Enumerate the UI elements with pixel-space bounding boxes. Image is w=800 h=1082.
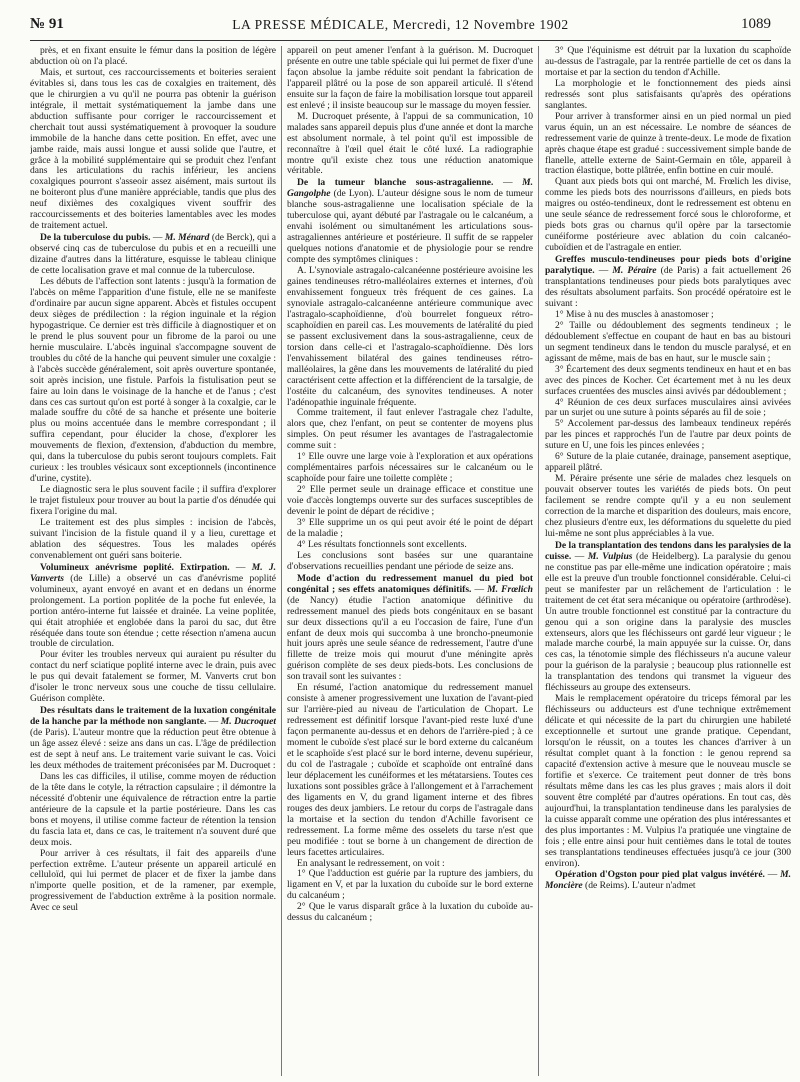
section-paragraph: De la tuberculose du pubis. — M. Ménard (de Berck), qui a observé cinq cas de tuberculose du pubis et en a recueilli une dizaine d'autres dans la littérature, esquisse le tableau clinique de cette localisation grave et mal connue de la tuberculose. <box>30 232 276 277</box>
paragraph-text: 4° Réunion de ces deux surfaces musculaires ainsi avivées par un surjet ou une suture à points séparés au fil de soie ; <box>545 396 791 419</box>
author-name: M. Ducroquet <box>220 716 276 728</box>
paragraph-text: En résumé, l'action anatomique du redressement manuel consiste à amener progressivement une luxation de l'avant-pied sur l'arrière-pied au niveau de l'articulation de Chopart. Le redressement est définitif lorsque l'avant-pied reste luxé d'une façon permanente au-dessus et en dehors de l'arrière-pied ; à ce moment le cuboïde s'est placé sur le bord externe du calcanéum et le scaphoïde s'est placé sur le bord interne, devenu supérieur, du col de l'astragale ; cuboïde et scaphoïde ont entraîné dans leur déplacement les cunéiformes et les métatarsiens. Toutes ces luxations sont possibles grâce à l'allongement et à l'arrachement des ligaments en V, du grand ligament interne et des fibres rouges des deux jambiers. Le retour du corps de l'astragale dans la mortaise et la section du tendon d'Achille favorisent ce redressement. La forme même des osselets du tarse n'est que peu modifiée : tout se borne à un changement de direction de leurs facettes articulaires. <box>287 682 533 858</box>
paragraph <box>287 112 533 178</box>
paragraph <box>287 683 533 858</box>
paragraph-text: 1° Elle ouvre une large voie à l'exploration et aux opérations complémentaires parfois nécessaires sur le calcanéum ou le scaphoïde pour faire une toilette complète ; <box>287 451 533 485</box>
section-heading: Mode d'action du redressement manuel du pied bot congénital ; ses effets anatomiques définitifs. <box>287 572 533 595</box>
paragraph-text: (de Paris) a fait actuellement 26 transplantations tendineuses pour pieds bots paralytiques avec des résultats absolument parfaits. Son procédé opératoire est le suivant : <box>545 265 791 309</box>
paragraph <box>545 419 791 452</box>
column-divider <box>281 46 282 1076</box>
paragraph-text: M. Ducroquet présente, à l'appui de sa communication, 10 malades sans appareil depuis plus d'une année et dont la marche est absolument normale, à tel point qu'il est impossible de reconnaître à l'œil quel était le côté luxé. La radiographie montre qu'il existe chez tous une réduction anatomique véritable. <box>287 110 533 177</box>
section-heading: Des résultats dans le traitement de la luxation congénitale de la hanche par la méthode non sanglante. <box>30 705 276 728</box>
paragraph <box>545 79 791 112</box>
author-name: M. Moncière <box>545 869 791 892</box>
paragraph-text: (de Nancy) étudie l'action anatomique définitive du redressement manuel des pieds bots congénitaux en se basant sur deux dissections qu'il a eu l'occasion de faire, l'une d'un enfant de deux mois qui succomba à une broncho-pneumonie huit jours après une seule séance de redressement, l'autre d'une fillette de treize mois qui mourut d'une méningite après guérison complète de ses deux pieds-bots. Les conclusions de son travail sont les suivantes : <box>287 594 533 683</box>
author-name: M. Ménard <box>164 232 210 244</box>
paragraph <box>545 452 791 474</box>
paragraph-text: (de Heidelberg). La paralysie du genou ne constitue pas par elle-même une indication opératoire ; mais elle est la preuve d'un trouble fonctionnel considérable. Celui-ci peut se manifester par un relâchement de l'articulation : le traitement de cet état sera mécanique ou opératoire (arthrodèse). Un autre trouble fonctionnel est constitué par la contracture du genou qui a son origine dans la paralysie des muscles extenseurs, alors que les fléchisseurs ont gardé leur vigueur ; le malade marche courbé, la main appuyée sur la cuisse. Or, dans ces cas, la ténotomie simple des fléchisseurs n'a aucune valeur pour la guérison de la paralysie ; beaucoup plus rationnelle est la transplantation des tendons qui transmet la vigueur des fléchisseurs au groupe des extenseurs. <box>545 550 791 694</box>
paragraph-text: appareil on peut amener l'enfant à la guérison. M. Ducroquet présente en outre une table spéciale qui lui permet de fixer d'une façon absolue la jambe réduite soit pendant la fabrication de l'appareil plâtré ou la pose de son appareil articulé. Il s'étend ensuite sur la façon de faire la mobilisation lorsque tout appareil est enlevé ; il insiste beaucoup sur le massage du moyen fessier. <box>287 46 533 111</box>
paragraph-text: (de Berck), qui a observé cinq cas de tuberculose du pubis et en a recueilli une dizaine d'autres dans la littérature, esquisse le tableau clinique de cette localisation grave et mal connue de la tuberculose. <box>30 232 276 277</box>
section-heading: Opération d'Ogston pour pied plat valgus invétéré. <box>555 869 765 881</box>
column-1 <box>30 46 276 1076</box>
section-paragraph: Opération d'Ogston pour pied plat valgus invétéré. — M. Moncière (de Reims). L'auteur n'admet <box>545 869 791 892</box>
paragraph <box>545 177 791 254</box>
paragraph-text: 3° Elle supprime un os qui peut avoir été le point de départ de la maladie ; <box>287 516 533 539</box>
paragraph-text: 1° Mise à nu des muscles à anastomoser ; <box>555 308 714 320</box>
section-paragraph: Mode d'action du redressement manuel du pied bot congénital ; ses effets anatomiques définitifs. — M. Frœlich (de Nancy) étudie l'action anatomique définitive du redressement manuel des pieds bots congénitaux en se basant sur deux dissections qu'il a eu l'occasion de faire, l'une d'un enfant de deux mois qui succomba à une broncho-pneumonie huit jours après une seule séance de redressement, l'autre d'une fillette de treize mois qui mourut d'une méningite après guérison complète de ses deux pieds-bots. Les conclusions de son travail sont les suivantes : <box>287 572 533 683</box>
paragraph <box>545 398 791 420</box>
journal-title: LA PRESSE MÉDICALE, Mercredi, 12 Novembre 1902 <box>232 17 569 32</box>
paragraph <box>30 849 276 915</box>
paragraph <box>30 518 276 562</box>
issue-number: № 91 <box>30 16 64 32</box>
paragraph <box>287 266 533 408</box>
paragraph-text: A. L'synoviale astragalo-calcanéenne postérieure avoisine les gaines tendineuses rétro-malléolaires externes et internes, d'où envahissement fongueux très fréquent de ces gaines. La synoviale astragalo-calcanéenne antérieure communique avec l'astragalo-scaphoïdienne, d'où bourrelet fongueux rétro-scaphoïdien en pareil cas. Les mouvements de latéralité du pied se passent exclusivement dans la sous-astragalienne, ceux de torsion dans celle-ci et l'astragalo-scaphoïdienne. Dès lors l'envahissement bilatéral des gaines tendineuses rétro-malléolaires, la gêne dans les mouvements de latéralité du pied caractérisent cette affection et la différencient de la tarsalgie, de l'ostéite du calcanéum, des synovites tendineuses. A noter l'adénopathie inguinale fréquente. <box>287 265 533 408</box>
author-name: M. Gangolphe <box>287 177 533 200</box>
paragraph-text: Le diagnostic sera le plus souvent facile ; il suffira d'explorer le trajet fistuleux pour trouver au bout la partie d'os dénudée qui fixera l'origine du mal. <box>30 484 276 518</box>
paragraph <box>287 408 533 452</box>
page-number: 1089 <box>741 16 771 32</box>
author-name: M. Péraire <box>612 265 657 277</box>
paragraph <box>287 46 533 112</box>
paragraph-text: 3° Écartement des deux segments tendineux en haut et en bas avec des pinces de Kocher. Cet écartement met à nu les deux surfaces cruentées des muscles ainsi avivés par dédoublement ; <box>545 363 791 397</box>
paragraph-text: (de Lille) a observé un cas d'anévrisme poplité volumineux, ayant envoyé en avant et en dedans un énorme prolongement. La portion poplitée de la poche fut enlevée, la portion antéro-interne fut laissée et drainée. La veine poplitée, qui était atrophiée et englobée dans la paroi du sac, dut être réséquée dans toute son étendue ; cette résection n'amena aucun trouble de circulation. <box>30 572 276 650</box>
paragraph <box>287 902 533 924</box>
column-3 <box>545 46 791 1076</box>
paragraph-text: (de Paris). L'auteur montre que la réduction peut être obtenue à un âge assez élevé : seize ans dans un cas. L'âge de prédilection est de sept à neuf ans. Le traitement varie suivant le cas. Voici les deux méthodes de traitement préconisées par M. Ducroquet : <box>30 727 276 771</box>
paragraph-text: 2° Elle permet seule un drainage efficace et constitue une voie d'accès longtemps ouverte sur des surfaces susceptibles de devenir le point de départ de récidive ; <box>287 484 533 518</box>
paragraph-text: Pour arriver à ces résultats, il fait des appareils d'une perfection extrême. L'auteur présente un appareil articulé en celluloïd, qui lui permet de placer et de fixer la jambe dans n'importe quelle position, et de la ramener, par exemple, progressivement de l'abduction extrême à la position normale. Avec ce seul <box>30 847 276 914</box>
paragraph-text: 2° Taille ou dédoublement des segments tendineux ; le dédoublement s'effectue en coupant de haut en bas au bistouri un segment tendineux dans le tendon du muscle paralysé, et en agissant de même, mais de bas en haut, sur le muscle sain ; <box>545 319 791 364</box>
section-heading: De la transplantation des tendons dans les paralysies de la cuisse. <box>545 539 791 562</box>
author-name: M. Vulpius <box>587 550 633 562</box>
paragraph <box>287 452 533 485</box>
paragraph-text: Les débuts de l'affection sont latents : jusqu'à la formation de l'abcès on même l'apparition d'une fistule, elle ne se manifeste d'ordinaire par aucun signe apparent. Abcès et fistules occupent deux sièges de prédilection : la région inguinale et la région hypogastrique. Ce dernier est très difficile à diagnostiquer et on le prend le plus souvent pour un fibrome de la paroi ou une hernie musculaire. L'abcès inguinal s'accompagne souvent de troubles du côté de la hanche qui peuvent simuler une coxalgie : à l'abcès succède généralement, soit après ouverture spontanée, soit après incision, une fistule. Parfois la fistulisation peut se faire au loin dans le voisinage de la hanche et de l'anus ; c'est dans ces cas surtout qu'on est porté à songer à la coxalgie, car le malade souffre du côté de sa hanche et présente une boiterie plus ou moins accentuée dans le membre correspondant ; il suffira cependant, pour élucider la chose, d'explorer les mouvements de flexion, d'extension, d'abduction du membre, qui, dans la tuberculose du pubis seront toujours complets. Fait curieux : les troubles vésicaux sont exceptionnels (incontinence d'urine, cystite). <box>30 276 276 485</box>
paragraph-text: 1° Que l'adduction est guérie par la rupture des jambiers, du ligament en V, et par la luxation du cuboïde sur le bord externe du calcanéum ; <box>287 868 533 902</box>
paragraph <box>30 485 276 518</box>
paragraph-text: Pour arriver à transformer ainsi en un pied normal un pied varus équin, un an est nécessaire. Le nombre de séances de redressement varie de quinze à trente-deux. Le mode de fixation après chaque étape est gradué : successivement simple bande de flanelle, attelle externe de Saint-Germain en tôle, appareil à traction élastique, botte plâtrée, enfin bottine en cuir moulé. <box>545 110 791 177</box>
section-heading: Volumineux anévrisme poplité. Extirpation. <box>40 561 230 573</box>
section-heading: De la tumeur blanche sous-astragalienne. <box>297 177 494 189</box>
paragraph-text: 5° Accolement par-dessus des lambeaux tendineux repérés par les pinces et rapprochés l'un de l'autre par deux points de suture en U, une fois les pinces enlevées ; <box>545 418 791 452</box>
paragraph-text: 4° Les résultats fonctionnels sont excellents. <box>297 538 467 550</box>
paragraph <box>287 869 533 902</box>
paragraph-text: Le traitement est des plus simples : incision de l'abcès, suivant l'incision de la fistule quand il y a lieu, curettage et ablation des séquestres. Tous les malades opérés convenablement ont guéri sans boiterie. <box>30 516 276 561</box>
page-header <box>30 14 771 41</box>
paragraph <box>30 46 276 68</box>
paragraph-text: (de Lyon). L'auteur désigne sous le nom de tumeur blanche sous-astragalienne une localisation spéciale de la tuberculose qui, ayant débuté par l'astragale ou le calcanéum, a envahi isolément ou simultanément les articulations sous-astragaliennes antérieure et postérieure. Il suffit de se rappeler quelques notions d'anatomie et de physiologie pour se rendre compte des symptômes cliniques : <box>287 188 533 266</box>
paragraph <box>545 321 791 365</box>
paragraph-text: 2° Que le varus disparaît grâce à la luxation du cuboïde au-dessus du calcanéum ; <box>287 901 533 924</box>
paragraph-text: près, et en fixant ensuite le fémur dans la position de légère abduction où on l'a placé. <box>30 46 276 67</box>
paragraph <box>287 551 533 573</box>
section-heading: Greffes musculo-tendineuses pour pieds bots d'origine paralytique. <box>545 254 791 277</box>
section-heading: De la tuberculose du pubis. <box>40 232 151 244</box>
author-name: M. J. Vanverts <box>30 561 276 584</box>
paragraph-text: Pour éviter les troubles nerveux qui auraient pu résulter du contact du nerf sciatique poplité interne avec le drain, puis avec le pus qui devait fatalement se former, M. Vanverts crut bon d'isoler le tronc nerveux sous une couche de tissu cellulaire. Guérison complète. <box>30 649 276 705</box>
paragraph-text: 3° Que l'équinisme est détruit par la luxation du scaphoïde au-dessus de l'astragale, par la rentrée partielle de cet os dans la mortaise et par la section du tendon d'Achille. <box>545 46 791 78</box>
section-paragraph: Des résultats dans le traitement de la luxation congénitale de la hanche par la méthode non sanglante. — M. Ducroquet (de Paris). L'auteur montre que la réduction peut être obtenue à un âge assez élevé : seize ans dans un cas. L'âge de prédilection est de sept à neuf ans. Le traitement varie suivant le cas. Voici les deux méthodes de traitement préconisées par M. Ducroquet : <box>30 705 276 771</box>
paragraph <box>30 772 276 849</box>
paragraph <box>545 474 791 540</box>
paragraph-text: Mais, et surtout, ces raccourcissements et boiteries seraient évitables si, dans tous les cas de coxalgies en traitement, dès que le chirurgien a vu qu'il ne pourra pas obtenir la guérison intégrale, il mettait systématiquement la jambe dans une abduction suffisante pour corriger le raccourcissement et cherchait tout aussi systématiquement à provoquer la soudure immobile de la hanche dans cette position. En effet, avec une jambe raide, mais aussi longue et aussi solide que l'autre, et grâce à la mobilité supplémentaire qui se produit chez l'enfant dans les articulations du rachis inférieur, les anciens coxalgiques pourront s'asseoir assez aisément, mais surtout ils ne boiteront plus d'une manière appréciable, tandis que plus des neuf dixièmes des coxalgiques vivent souffrir des raccourcissements et des boiteries lamentables avec les modes de traitement actuel. <box>30 66 276 232</box>
paragraph-text: En analysant le redressement, on voit : <box>297 857 445 869</box>
author-name: M. Frœlich <box>487 583 533 595</box>
paragraph <box>545 365 791 398</box>
paragraph <box>30 650 276 705</box>
paragraph <box>545 694 791 869</box>
paragraph-text: Comme traitement, il faut enlever l'astragale chez l'adulte, alors que, chez l'enfant, on peut se contenter de moyens plus simples. On peut résumer les avantages de l'astragalectomie comme suit : <box>287 407 533 452</box>
paragraph-text: La morphologie et le fonctionnement des pieds ainsi redressés sont plus satisfaisants qu'après des opérations sanglantes. <box>545 77 791 111</box>
paragraph-text: Quant aux pieds bots qui ont marché, M. Frœlich les divise, comme les pieds bots des nourrissons d'ailleurs, en pieds bots maigres ou ostéo-tendineux, dont le redressement est obtenu en une seule séance de redressement forcé sous le chloroforme, et pieds bots gras ou charnus qu'il opère par la tarsectomie cunéiforme postérieure avec ablation du coin calcanéo-cuboïdien et de l'astragale en entier. <box>545 176 791 254</box>
paragraph-text: Dans les cas difficiles, il utilise, comme moyen de réduction de la tête dans le cotyle, la rétraction capsulaire ; il démontre la nécessité d'obtenir une équivalence de rétraction entre la partie antérieure de la capsule et la partie postérieure. Dans les cas bons et moyens, il utilise comme facteur de rétention la tension du fascia lata et, dans ce cas, le traitement n'a souvent duré que deux mois. <box>30 770 276 848</box>
paragraph <box>287 518 533 540</box>
paragraph-text: 6° Suture de la plaie cutanée, drainage, pansement aseptique, appareil plâtré. <box>545 451 791 474</box>
paragraph-text: M. Péraire présente une série de malades chez lesquels on pouvait observer toutes les variétés de pieds bots. On peut facilement se rendre compte qu'il y a eu non seulement correction de la marche et disparition des douleurs, mais encore, chez plusieurs d'entre eux, les déformations du squelette du pied lui-même ne sont plus appréciables à la vue. <box>545 473 791 539</box>
section-paragraph: De la tumeur blanche sous-astragalienne. — M. Gangolphe (de Lyon). L'auteur désigne sous le nom de tumeur blanche sous-astragalienne une localisation spéciale de la tuberculose qui, ayant débuté par l'astragale ou le calcanéum, a envahi isolément ou simultanément les articulations sous-astragaliennes antérieure et postérieure. Il suffit de se rappeler quelques notions d'anatomie et de physiologie pour se rendre compte des symptômes cliniques : <box>287 177 533 266</box>
paragraph-text: Mais le remplacement opératoire du triceps fémoral par les fléchisseurs ou adducteurs est d'une technique extrêmement délicate et qui nécessite de la part du chirurgien une habileté exceptionnelle et surtout une grande pratique. Cependant, lorsqu'on le réussit, on a toutes les chances d'arriver à un résultat complet quant à la fonction : le genou reprend sa capacité d'extension active à mesure que le nouveau muscle se fortifie et s'exerce. Ce traitement peut donner de très bons résultats même dans les cas les plus graves ; mais alors il doit souvent être complété par d'autres opérations. En tout cas, dès aujourd'hui, la transplantation tendineuse dans les paralysies de la cuisse apparaît comme une opération des plus intéressantes et des plus importantes : M. Vulpius l'a pratiquée une vingtaine de fois ; elle entre ainsi pour huit centièmes dans le total de toutes ses transplantations tendineuses effectuées jusqu'à ce jour (300 environ). <box>545 693 791 869</box>
paragraph <box>30 68 276 232</box>
section-paragraph: Greffes musculo-tendineuses pour pieds bots d'origine paralytique. — M. Péraire (de Paris) a fait actuellement 26 transplantations tendineuses pour pieds bots paralytiques avec des résultats absolument parfaits. Son procédé opératoire est le suivant : <box>545 254 791 309</box>
paragraph <box>545 112 791 178</box>
section-paragraph: Volumineux anévrisme poplité. Extirpation. — M. J. Vanverts (de Lille) a observé un cas d'anévrisme poplité volumineux, ayant envoyé en avant et en dedans un énorme prolongement. La portion poplitée de la poche fut enlevée, la portion antéro-interne fut laissée et drainée. La veine poplitée, qui était atrophiée et englobée dans la paroi du sac, dut être réséquée dans toute son étendue ; cette résection n'amena aucun trouble de circulation. <box>30 561 276 650</box>
column-2 <box>287 46 533 1076</box>
paragraph <box>287 485 533 518</box>
paragraph <box>545 46 791 79</box>
paragraph-text: Les conclusions sont basées sur une quarantaine d'observations recueillies pendant une période de seize ans. <box>287 549 533 572</box>
paragraph-text: (de Reims). L'auteur n'admet <box>585 880 696 892</box>
section-paragraph: De la transplantation des tendons dans les paralysies de la cuisse. — M. Vulpius (de Heidelberg). La paralysie du genou ne constitue pas par elle-même une indication opératoire ; mais elle est la preuve d'un trouble fonctionnel considérable. Celui-ci peut se manifester par un relâchement de l'articulation : le traitement de cet état sera mécanique ou opératoire (arthrodèse). Un autre trouble fonctionnel est constitué par la contracture du genou qui a son origine dans la paralysie des muscles extenseurs, alors que les fléchisseurs ont gardé leur vigueur ; le malade marche courbé, la main appuyée sur la cuisse. Or, dans ces cas, la ténotomie simple des fléchisseurs n'a aucune valeur pour la guérison de la paralysie ; beaucoup plus rationnelle est la transplantation des tendons qui transmet la vigueur des fléchisseurs au groupe des extenseurs. <box>545 539 791 694</box>
column-divider <box>538 46 539 1076</box>
paragraph <box>30 277 276 485</box>
